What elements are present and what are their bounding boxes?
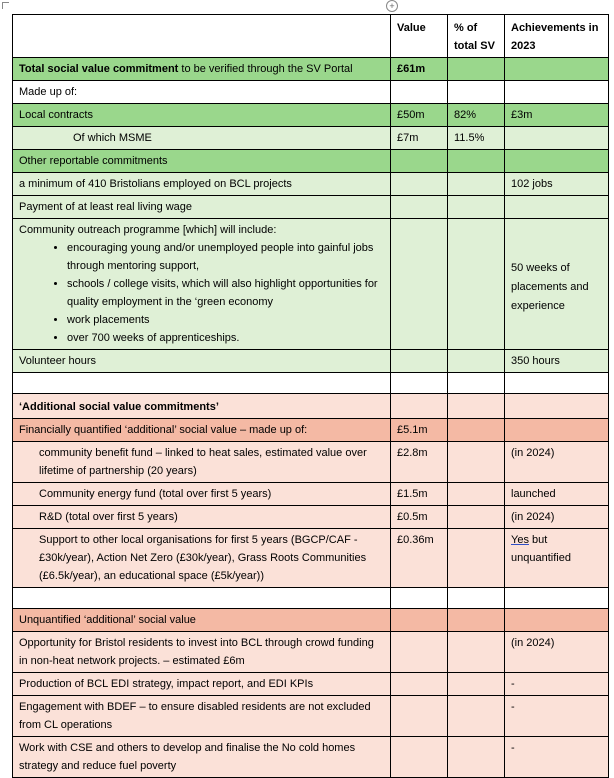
fin-quant-label: Financially quantified ‘additional’ social value – made up of: <box>13 419 391 442</box>
support-ach-yes: Yes <box>511 534 529 546</box>
outreach-bullet: • encouraging young and/or unemployed people into gainful jobs through mentoring support, <box>67 239 384 275</box>
cse-label: Work with CSE and others to develop and finalise the No cold homes strategy and reduce fuel poverty <box>13 737 391 778</box>
bristolians-ach: 102 jobs <box>505 173 609 196</box>
table-row-unquant <box>13 609 609 632</box>
made-up-label: Made up of: <box>13 81 391 104</box>
table-row-cbf <box>13 442 609 483</box>
social-value-table <box>12 14 609 778</box>
edi-label: Production of BCL EDI strategy, impact report, and EDI KPIs <box>13 673 391 696</box>
table-row-msme <box>13 127 609 150</box>
crowd-label: Opportunity for Bristol residents to invest into BCL through crowd funding in non-heat network projects. – estimated £6m <box>13 632 391 673</box>
local-contracts-pct: 82% <box>448 104 505 127</box>
table-row-bdef <box>13 696 609 737</box>
volunteer-ach: 350 hours <box>505 350 609 373</box>
living-wage-label: Payment of at least real living wage <box>13 196 391 219</box>
table-move-handle-icon[interactable]: + <box>386 0 398 12</box>
table-row-other-commitments <box>13 150 609 173</box>
table-row-made-up <box>13 81 609 104</box>
table-corner-mark <box>2 2 9 9</box>
cbf-ach: (in 2024) <box>505 442 609 483</box>
local-contracts-label: Local contracts <box>13 104 391 127</box>
additional-title-label: ‘Additional social value commitments’ <box>13 394 391 419</box>
table-row-fin-quant <box>13 419 609 442</box>
table-row-volunteer <box>13 350 609 373</box>
total-value: £61m <box>391 58 448 81</box>
cbf-label: community benefit fund – linked to heat sales, estimated value over lifetime of partnership (20 years) <box>13 442 391 483</box>
table-row-spacer <box>13 588 609 609</box>
support-ach: Yes but unquantified <box>505 529 609 588</box>
table-row-total <box>13 58 609 81</box>
table-row-support <box>13 529 609 588</box>
edi-ach: - <box>505 673 609 696</box>
fin-quant-value: £5.1m <box>391 419 448 442</box>
bdef-ach: - <box>505 696 609 737</box>
volunteer-label: Volunteer hours <box>13 350 391 373</box>
table-row-local-contracts <box>13 104 609 127</box>
table-row-edi <box>13 673 609 696</box>
table-row-bristolians <box>13 173 609 196</box>
table-row-additional-title <box>13 394 609 419</box>
msme-pct: 11.5% <box>448 127 505 150</box>
support-value: £0.36m <box>391 529 448 588</box>
cbf-value: £2.8m <box>391 442 448 483</box>
header-cell-achievements: Achievements in 2023 <box>505 15 609 58</box>
rnd-label: R&D (total over first 5 years) <box>13 506 391 529</box>
table-row-crowd <box>13 632 609 673</box>
outreach-bullet: • over 700 weeks of apprenticeships. <box>67 329 384 347</box>
local-contracts-value: £50m <box>391 104 448 127</box>
bdef-label: Engagement with BDEF – to ensure disabled residents are not excluded from CL operations <box>13 696 391 737</box>
table-row-outreach <box>13 219 609 350</box>
outreach-bullet: • work placements <box>67 311 384 329</box>
cef-value: £1.5m <box>391 483 448 506</box>
total-label: Total social value commitment to be verified through the SV Portal <box>13 58 391 81</box>
table-row-spacer <box>13 373 609 394</box>
header-cell-description <box>13 15 391 58</box>
support-label: Support to other local organisations for first 5 years (BGCP/CAF - £30k/year), Action Net Zero (£30k/year), Grass Roots Communities (£6.5k/year), an educational space (£5k/year)) <box>13 529 391 588</box>
table-row-rnd <box>13 506 609 529</box>
outreach-label: Community outreach programme [which] will include: <box>19 224 277 236</box>
msme-value: £7m <box>391 127 448 150</box>
table-row-cse <box>13 737 609 778</box>
cef-label: Community energy fund (total over first 5 years) <box>13 483 391 506</box>
other-label: Other reportable commitments <box>13 150 391 173</box>
msme-label: Of which MSME <box>13 127 391 150</box>
header-cell-pct: % of total SV <box>448 15 505 58</box>
outreach-bullet: • schools / college visits, which will also highlight opportunities for quality employment in the ‘green economy <box>67 275 384 311</box>
unquant-label: Unquantified ‘additional’ social value <box>13 609 391 632</box>
bristolians-label: a minimum of 410 Bristolians employed on BCL projects <box>13 173 391 196</box>
outreach-cell <box>13 219 391 350</box>
crowd-ach: (in 2024) <box>505 632 609 673</box>
outreach-bullets <box>19 239 384 347</box>
table-row-cef <box>13 483 609 506</box>
local-contracts-ach: £3m <box>505 104 609 127</box>
table-row-living-wage <box>13 196 609 219</box>
rnd-value: £0.5m <box>391 506 448 529</box>
header-cell-value: Value <box>391 15 448 58</box>
outreach-ach: 50 weeks of placements and experience <box>505 219 609 350</box>
cef-ach: launched <box>505 483 609 506</box>
table-header-row <box>13 15 609 58</box>
cse-ach: - <box>505 737 609 778</box>
rnd-ach: (in 2024) <box>505 506 609 529</box>
